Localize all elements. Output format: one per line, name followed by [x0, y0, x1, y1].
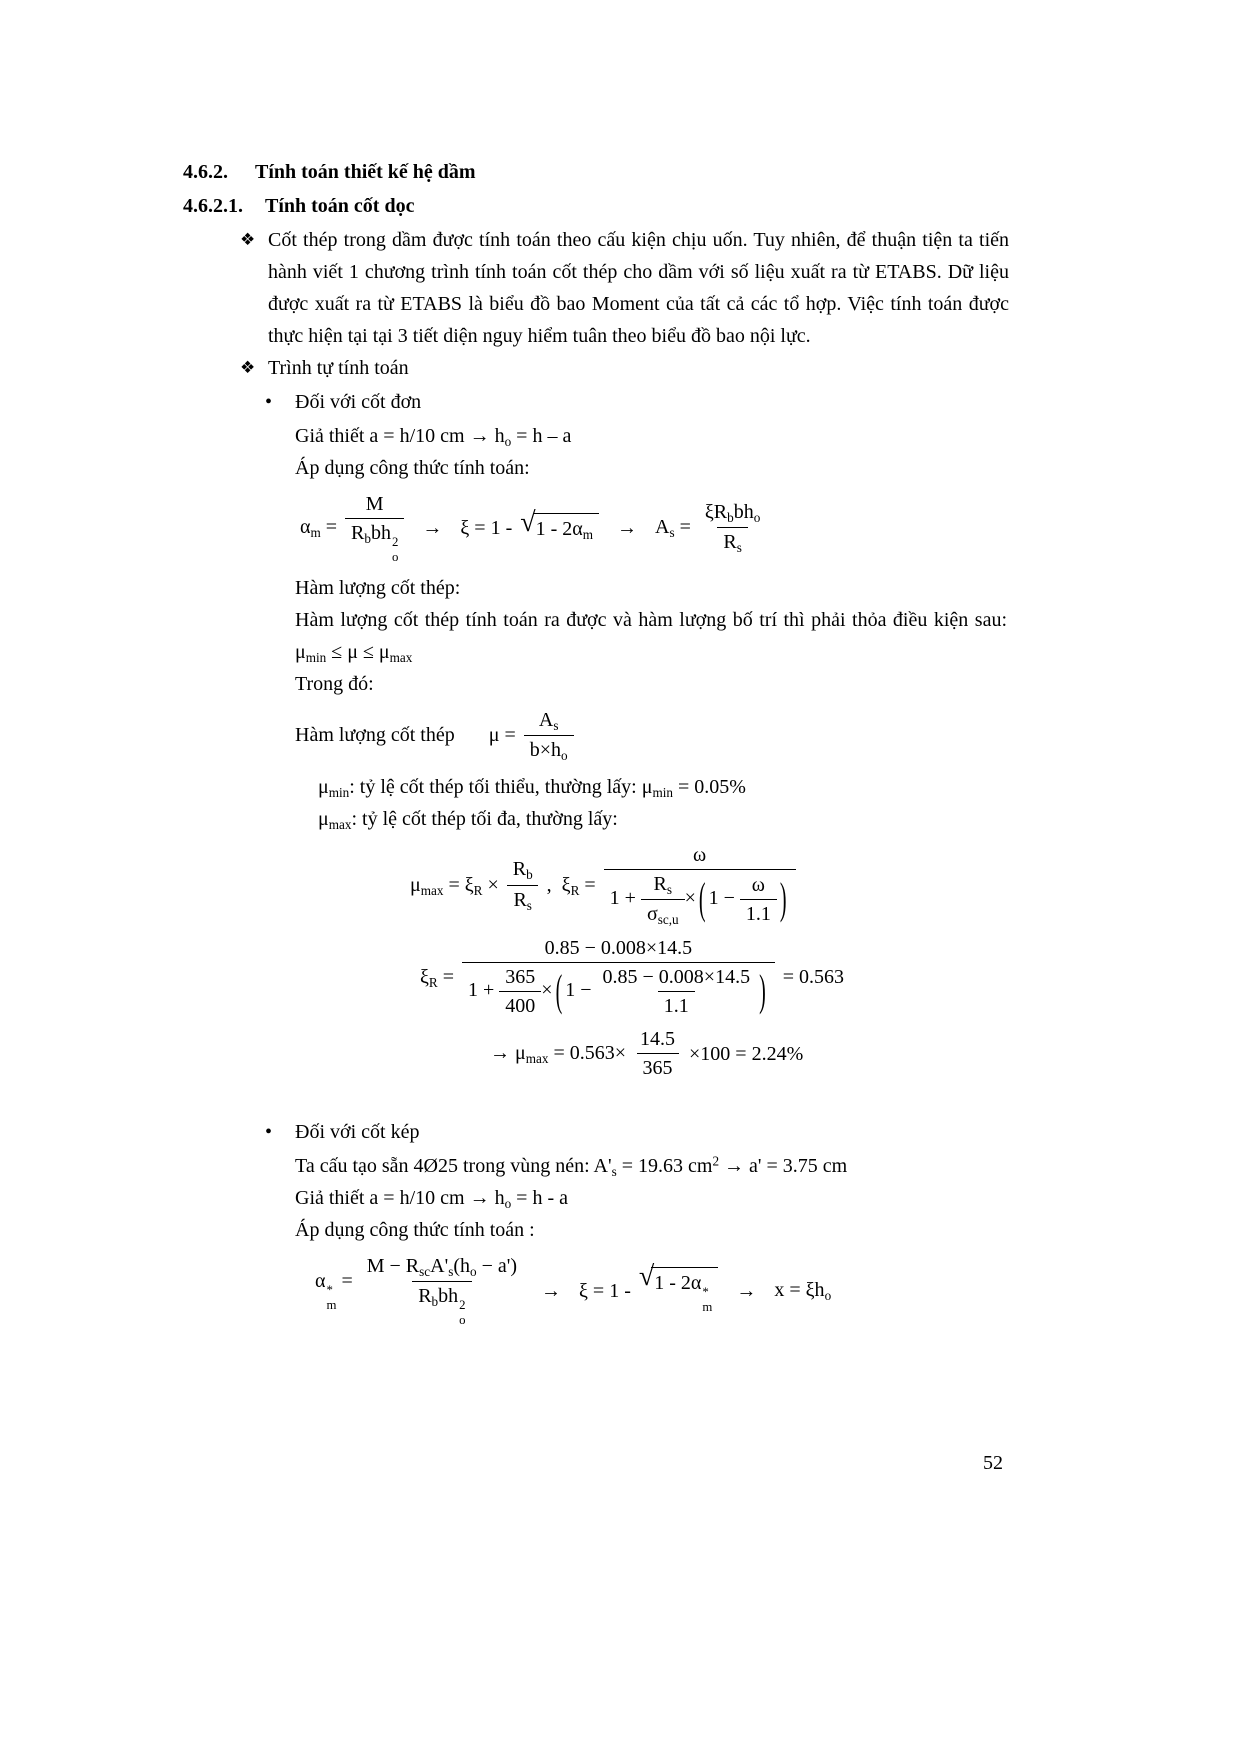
fraction	[604, 842, 796, 928]
xi-expression: ξ = 1 -	[460, 516, 513, 539]
dot-bullet-icon: •	[265, 391, 273, 413]
fraction	[345, 491, 404, 564]
as-lhs: $A_s$ =	[655, 516, 691, 541]
denominator: $R_bbh$ 2 o	[412, 1281, 471, 1327]
section-heading	[183, 156, 1009, 188]
mu-label: Hàm lượng cốt thép	[295, 724, 455, 747]
radical-icon: √	[638, 1260, 655, 1292]
xi-r-result: = 0.563	[782, 966, 845, 989]
formula-alpha-star-m	[315, 1253, 1009, 1328]
vertical-spacer	[183, 1088, 1009, 1114]
intro-paragraph	[183, 224, 1009, 352]
numerator: $R_b$	[512, 858, 533, 883]
diamond-bullet-icon: ❖	[240, 358, 256, 378]
numerator: $A_s$	[538, 708, 559, 733]
cot-don-item	[183, 386, 1009, 418]
mu-lhs: μ =	[488, 724, 516, 747]
cau-tao-line: Ta cấu tạo sẵn 4Ø25 trong vùng nén: $A'_s = 19.63$ $cm^2 \to a' = 3.75$ cm	[295, 1153, 848, 1180]
alpha-m-lhs: $\alpha_m$ =	[300, 516, 338, 541]
denominator: $R_s$	[507, 885, 537, 914]
numerator: M	[365, 493, 384, 516]
arrow-right-icon: →	[736, 1279, 757, 1302]
alpha-star-lhs: α * m =	[315, 1270, 353, 1313]
numerator: 0.85 − 0.008×14.5	[544, 937, 693, 960]
cot-don-title: Đối với cốt đơn	[295, 391, 422, 413]
radicand: $1 - 2\alpha_m$	[533, 513, 599, 543]
ap-dung-line-2: Áp dụng công thức tính toán :	[295, 1219, 535, 1242]
formula-mu-max	[410, 842, 1009, 928]
xi-r-lhs: , $\xi_R$ =	[546, 873, 596, 898]
square-root	[520, 506, 599, 543]
numerator: ω	[693, 843, 707, 866]
gia-thiet-line-2: Giả thiết a = h/10 cm → $h_o = h - a$	[295, 1187, 568, 1212]
formula-xi-r-numeric	[420, 935, 1009, 1019]
ham-luong-text: Hàm lượng cốt thép tính toán ra được và hàm lượng bố trí thì phải thỏa điều kiện sau: $\mu_{min} \le \mu \le \mu_{max}$	[295, 608, 1007, 665]
denominator: 1 + $\frac{365}{400}$ × ( 1 − $\frac{0.85 - 0.008\times 14.5}{1.1}$ )	[462, 962, 775, 1019]
mu-max-numeric-post: ×100 = 2.24%	[689, 1042, 804, 1065]
fraction	[634, 1026, 681, 1081]
trong-do-label: Trong đó:	[295, 672, 374, 695]
mu-max-line: $\mu_{max}$: tỷ lệ cốt thép tối đa, thường lấy:	[318, 807, 618, 832]
cot-kep-title: Đối với cốt kép	[295, 1121, 420, 1144]
subsection-title: Tính toán cốt dọc	[265, 195, 415, 217]
mu-max-lhs: $\mu_{max} = \xi_R$ ×	[410, 873, 499, 898]
subsection-number: 4.6.2.1.	[183, 195, 243, 217]
fraction	[361, 1253, 523, 1328]
dot-bullet-icon: •	[265, 1121, 273, 1144]
section-title: Tính toán thiết kế hệ dầm	[255, 161, 476, 183]
denominator: $b\times h_o$	[524, 735, 574, 764]
denominator: 365	[637, 1053, 679, 1081]
radical-icon: √	[520, 506, 536, 538]
numerator: $\xi R_bbh_o$	[704, 501, 761, 526]
square-root	[638, 1260, 718, 1314]
fraction	[524, 707, 574, 764]
denominator: 1 + $\frac{R_s}{\sigma_{sc,u}}$ × ( 1 − $\frac{\omega}{1.1}$ )	[604, 869, 796, 928]
denominator: $R_s$	[717, 527, 747, 556]
trinh-tu-label: Trình tự tính toán	[268, 357, 409, 379]
fraction	[462, 935, 775, 1019]
numerator: 14.5	[640, 1028, 676, 1051]
trinh-tu-item	[183, 352, 1009, 384]
x-result: $x = \xi h_o$	[774, 1279, 832, 1304]
ham-luong-label: Hàm lượng cốt thép:	[295, 576, 461, 599]
arrow-right-icon: →	[617, 516, 638, 539]
page-content	[183, 148, 1009, 1335]
xi-r-lhs: $\xi_R$ =	[420, 965, 454, 990]
ap-dung-line-1: Áp dụng công thức tính toán:	[295, 457, 530, 480]
page-number: 52	[983, 1452, 1003, 1474]
formula-mu-max-numeric	[490, 1026, 1009, 1081]
denominator: $R_bbh$ 2 o	[345, 518, 404, 564]
numerator: $M - R_{sc}A'_s(h_o - a')$	[366, 1255, 518, 1280]
subsection-heading	[183, 190, 1009, 222]
gia-thiet-line-1: Giả thiết a = h/10 cm → $h_o = h - a$	[295, 425, 572, 449]
mu-max-numeric-pre: → $\mu_{max} = 0.563\times$	[490, 1042, 627, 1067]
xi-expression: ξ = 1 -	[579, 1279, 631, 1302]
formula-mu	[295, 707, 1009, 764]
radicand: 1 - 2α * m	[651, 1267, 718, 1314]
cot-kep-item	[183, 1116, 1009, 1148]
fraction	[699, 499, 766, 556]
formula-alpha-m	[300, 491, 1009, 564]
arrow-right-icon: →	[541, 1279, 562, 1302]
section-number: 4.6.2.	[183, 161, 228, 183]
arrow-right-icon: →	[422, 516, 443, 539]
diamond-bullet-icon: ❖	[240, 230, 256, 250]
fraction	[507, 856, 539, 913]
intro-text: Cốt thép trong dầm được tính toán theo cấu kiện chịu uốn. Tuy nhiên, để thuận tiện ta tiến hành viết 1 chương trình tính toán cốt thép cho dầm với số liệu xuất ra từ ETABS. Dữ liệu được xuất ra từ ETABS là biểu đồ bao Moment của tất cả các tổ hợp. Việc tính toán được thực hiện tại tại 3 tiết diện nguy hiểm tuân theo biểu đồ bao nội lực.	[268, 229, 1009, 347]
mu-min-line: $\mu_{min}$: tỷ lệ cốt thép tối thiểu, thường lấy: $\mu_{min} = 0.05\%$	[318, 775, 746, 800]
